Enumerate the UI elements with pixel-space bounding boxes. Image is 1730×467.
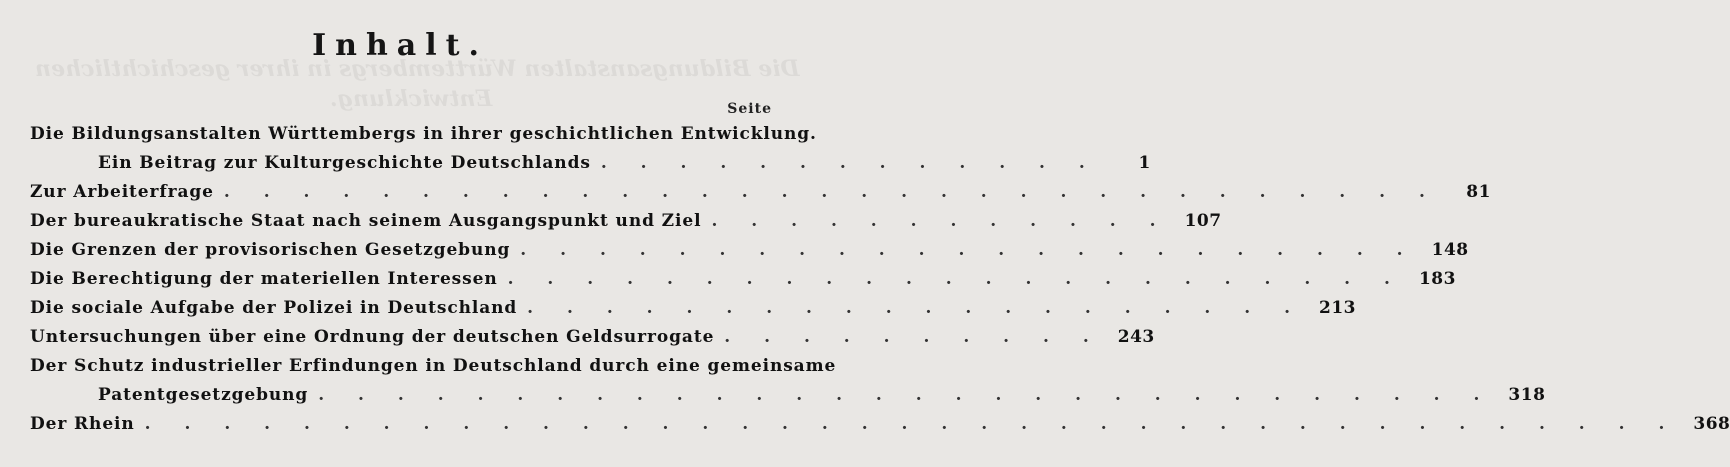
toc-entry-title: Die Grenzen der provisorischen Gesetzgebung	[30, 240, 511, 260]
ghost-line-1: Die Bildungsanstalten Württembergs in ihrer geschichtlichen	[35, 56, 800, 82]
toc-page-number: 107	[1184, 211, 1222, 231]
leader-dots: . . . . . . . . . . . . . . . . . . . .	[527, 298, 1304, 318]
leader-dots: . . . . . . . . . . . . . . . . . . . . . . . . . . . . . . .	[223, 182, 1439, 202]
toc-entry-line	[30, 265, 1456, 294]
page-column-header: Seite	[727, 101, 772, 117]
toc-page-number: 243	[1117, 327, 1155, 347]
leader-dots: . . . . . . . . . . . . . . . . . . . . . . .	[507, 269, 1404, 289]
toc-entry-line	[30, 149, 1151, 178]
toc-entry-line	[30, 294, 1356, 323]
toc-entry-title: Untersuchungen über eine Ordnung der deutschen Geldsurrogate	[30, 327, 715, 347]
toc-entry-line	[30, 352, 837, 381]
toc-entry-title: Der bureaukratische Staat nach seinem Ausgangspunkt und Ziel	[30, 211, 702, 231]
toc-entry-line	[30, 120, 817, 149]
toc-entry-line	[30, 381, 1546, 410]
toc-entry-title: Zur Arbeiterfrage	[30, 182, 214, 202]
table-of-contents	[30, 120, 1730, 439]
toc-page-number: 368	[1693, 414, 1730, 434]
leader-dots: . . . . . . . . . . . . .	[600, 153, 1099, 173]
leader-dots: . . . . . . . . . .	[724, 327, 1103, 347]
toc-entry-line	[30, 207, 1222, 236]
toc-page-number: 183	[1418, 269, 1456, 289]
toc-page-number: 81	[1466, 182, 1491, 202]
leader-dots: . . . . . . . . . . . . . . . . . . . . . . . . . . . . . .	[318, 385, 1494, 405]
toc-entry-line	[30, 410, 1730, 439]
toc-entry-title: Ein Beitrag zur Kulturgeschichte Deutschlands	[98, 153, 591, 173]
toc-entry-line	[30, 178, 1491, 207]
toc-entry-title: Patentgesetzgebung	[98, 385, 309, 405]
toc-entry-title: Die sociale Aufgabe der Polizei in Deutschland	[30, 298, 518, 318]
toc-entry-title: Der Schutz industrieller Erfindungen in Deutschland durch eine gemeinsame	[30, 356, 837, 376]
ghost-line-2: Entwicklung.	[330, 86, 493, 112]
page-title: Inhalt.	[312, 28, 488, 63]
leader-dots: . . . . . . . . . . . . . . . . . . . . . . .	[520, 240, 1417, 260]
toc-entry-line	[30, 323, 1155, 352]
toc-entry-title: Der Rhein	[30, 414, 135, 434]
leader-dots: . . . . . . . . . . . . . . . . . . . . . . . . . . . . . . . . . . . . . . .	[144, 414, 1679, 434]
toc-entry-title: Die Berechtigung der materiellen Interessen	[30, 269, 498, 289]
toc-entry-title: Die Bildungsanstalten Württembergs in ihrer geschichtlichen Entwicklung.	[30, 124, 817, 144]
toc-page-number: 318	[1508, 385, 1546, 405]
toc-page-number: 213	[1319, 298, 1356, 318]
toc-entry-line	[30, 236, 1469, 265]
toc-page-number: 148	[1431, 240, 1469, 260]
leader-dots: . . . . . . . . . . . .	[711, 211, 1170, 231]
toc-page-number: 1	[1138, 153, 1151, 173]
